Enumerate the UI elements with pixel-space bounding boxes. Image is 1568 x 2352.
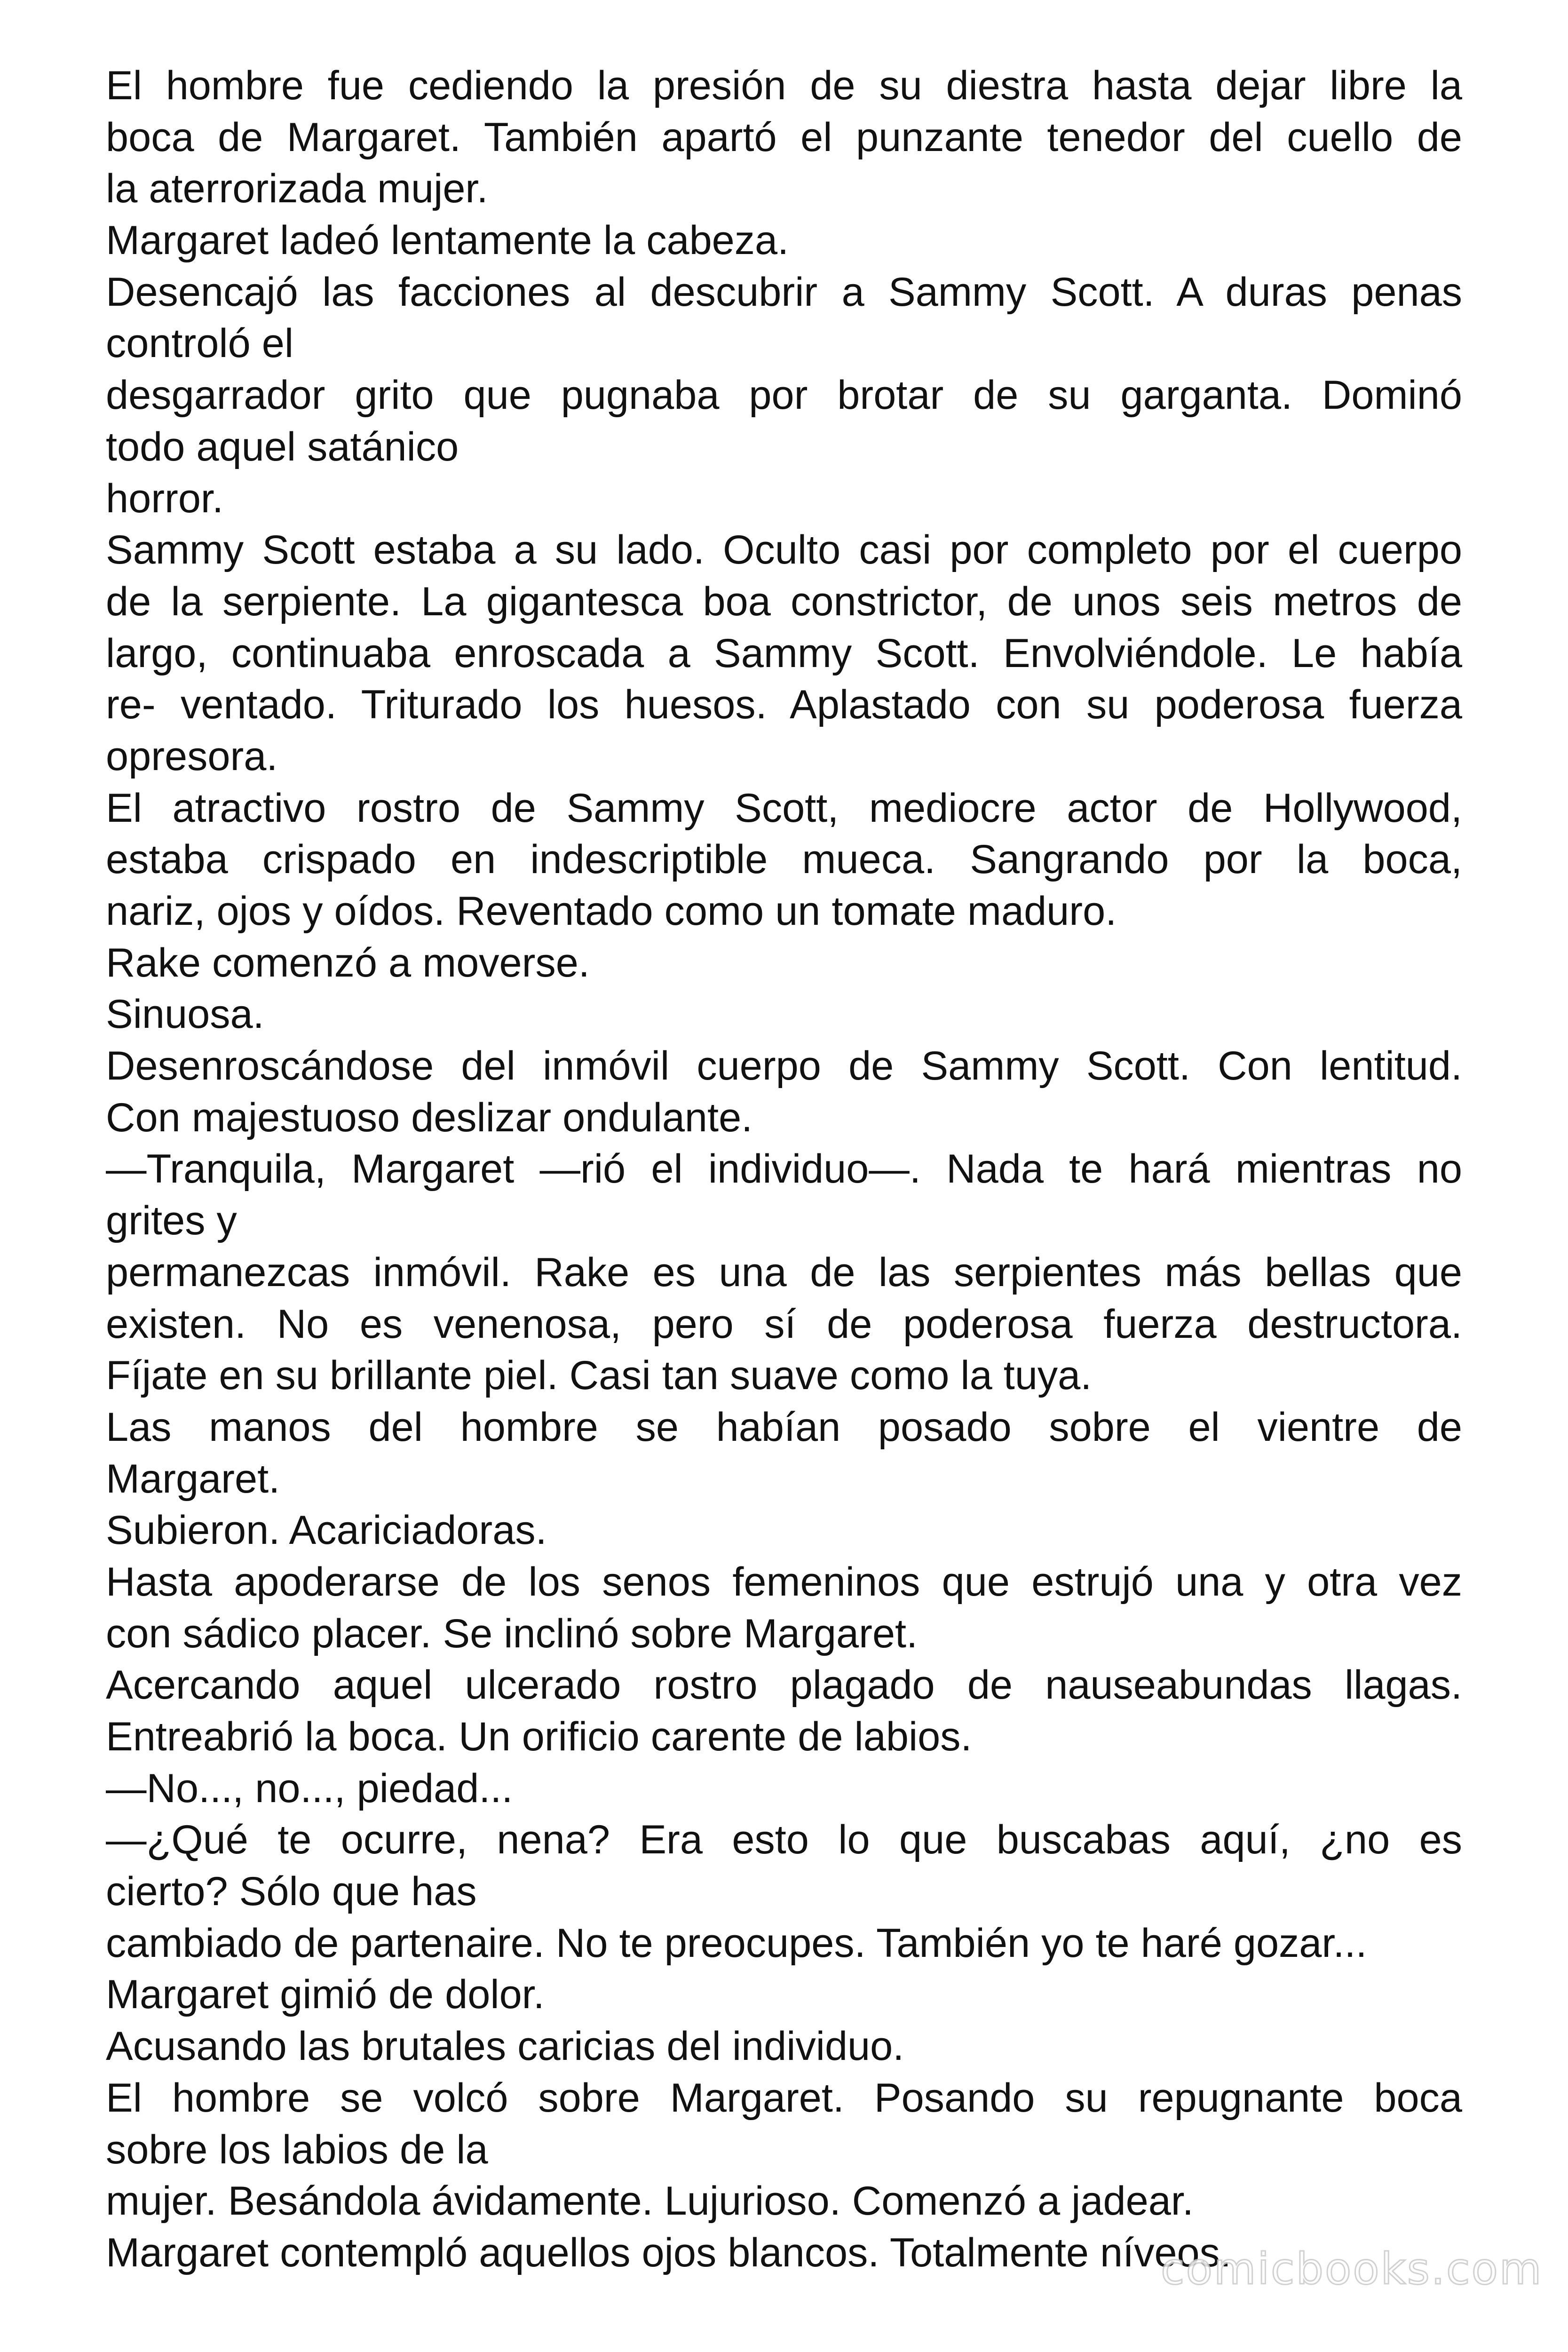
- text-line: permanezcas inmóvil. Rake es una de las serpientes más bellas que: [106, 1249, 1462, 1295]
- text-line: boca de Margaret. También apartó el punzante tenedor del cuello de: [106, 114, 1462, 160]
- text-line: Margaret gimió de dolor.: [106, 1972, 545, 2018]
- text-line: mujer. Besándola ávidamente. Lujurioso. Comenzó a jadear.: [106, 2178, 1194, 2224]
- text-line: Fíjate en su brillante piel. Casi tan suave como la tuya.: [106, 1353, 1092, 1398]
- text-line: Margaret ladeó lentamente la cabeza.: [106, 218, 789, 263]
- text-line: largo, continuaba enroscada a Sammy Scott. Envolviéndole. Le había: [106, 630, 1462, 676]
- text-line: con sádico placer. Se inclinó sobre Margaret.: [106, 1611, 918, 1656]
- text-line: controló el: [106, 321, 294, 366]
- text-line: Hasta apoderarse de los senos femeninos que estrujó una y otra vez: [106, 1559, 1462, 1605]
- text-line: horror.: [106, 476, 223, 521]
- text-line: —Tranquila, Margaret —rió el individuo—. Nada te hará mientras no: [106, 1146, 1462, 1192]
- text-line: desgarrador grito que pugnaba por brotar de su garganta. Dominó: [106, 373, 1462, 418]
- text-line: estaba crispado en indescriptible mueca. Sangrando por la boca,: [106, 837, 1462, 882]
- text-line: El atractivo rostro de Sammy Scott, mediocre actor de Hollywood,: [106, 785, 1462, 831]
- text-line: El hombre fue cediendo la presión de su diestra hasta dejar libre la: [106, 63, 1462, 108]
- text-line: Con majestuoso deslizar ondulante.: [106, 1095, 753, 1140]
- text-line: opresora.: [106, 733, 278, 779]
- text-line: sobre los labios de la: [106, 2127, 488, 2172]
- text-line: Desenroscándose del inmóvil cuerpo de Sammy Scott. Con lentitud.: [106, 1043, 1462, 1089]
- text-line: Las manos del hombre se habían posado sobre el vientre de: [106, 1404, 1462, 1450]
- body-text: [106, 60, 1462, 2279]
- text-line: —No..., no..., piedad...: [106, 1765, 513, 1811]
- text-line: Desencajó las facciones al descubrir a Sammy Scott. A duras penas: [106, 269, 1462, 315]
- text-line: de la serpiente. La gigantesca boa constrictor, de unos seis metros de: [106, 579, 1462, 624]
- text-line: la aterrorizada mujer.: [106, 166, 488, 212]
- text-line: todo aquel satánico: [106, 424, 459, 469]
- text-line: existen. No es venenosa, pero sí de poderosa fuerza destructora.: [106, 1301, 1462, 1347]
- text-line: —¿Qué te ocurre, nena? Era esto lo que buscabas aquí, ¿no es: [106, 1817, 1462, 1863]
- text-line: Acercando aquel ulcerado rostro plagado de nauseabundas llagas.: [106, 1662, 1462, 1708]
- text-line: Subieron. Acariciadoras.: [106, 1508, 547, 1553]
- text-line: Sinuosa.: [106, 992, 264, 1037]
- text-line: El hombre se volcó sobre Margaret. Posando su repugnante boca: [106, 2075, 1462, 2121]
- text-line: Entreabrió la boca. Un orificio carente de labios.: [106, 1714, 972, 1759]
- text-line: Acusando las brutales caricias del individuo.: [106, 2024, 904, 2069]
- text-line: Sammy Scott estaba a su lado. Oculto casi por completo por el cuerpo: [106, 527, 1462, 573]
- text-line: grites y: [106, 1198, 237, 1244]
- text-line: nariz, ojos y oídos. Reventado como un tomate maduro.: [106, 889, 1117, 934]
- text-line: re- ventado. Triturado los huesos. Aplastado con su poderosa fuerza: [106, 682, 1462, 728]
- text-line: Margaret.: [106, 1456, 280, 1502]
- text-line: Rake comenzó a moverse.: [106, 940, 590, 985]
- text-line: cambiado de partenaire. No te preocupes. También yo te haré gozar...: [106, 1920, 1367, 1966]
- text-line: Margaret contempló aquellos ojos blancos. Totalmente níveos.: [106, 2230, 1231, 2275]
- watermark: comicbooks.com: [1161, 2244, 1543, 2294]
- text-line: cierto? Sólo que has: [106, 1869, 477, 1915]
